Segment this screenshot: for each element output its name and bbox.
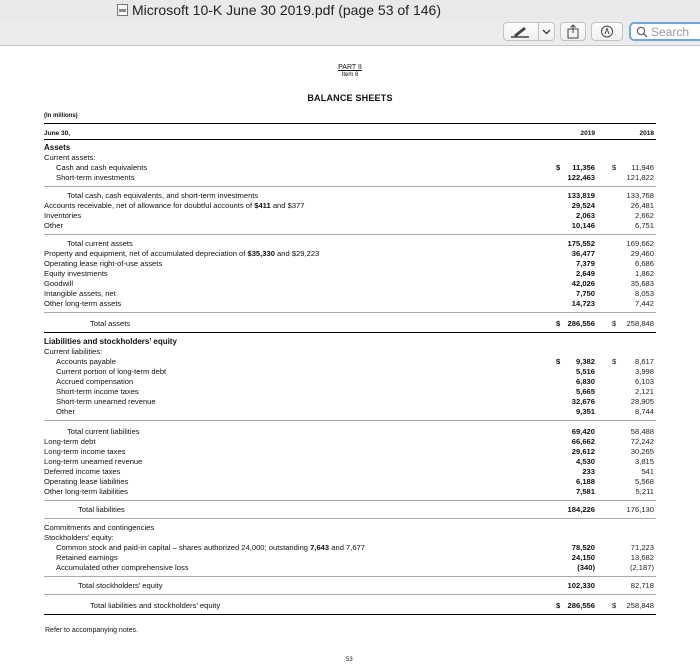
value-2019: 5,665 bbox=[575, 387, 595, 396]
subtotal-rule bbox=[44, 518, 656, 519]
row-label: Operating lease liabilities bbox=[44, 477, 129, 486]
pen-icon bbox=[504, 23, 538, 40]
value-2018: 58,488 bbox=[630, 427, 654, 436]
value-2018: 2,121 bbox=[634, 387, 654, 396]
row-label: Short-term investments bbox=[56, 173, 135, 182]
value-2019: 66,662 bbox=[571, 437, 595, 446]
row-label: Intangible assets, net bbox=[44, 289, 116, 298]
dollar-sign: $ bbox=[556, 163, 561, 172]
total-rule bbox=[44, 614, 656, 615]
footnote: Refer to accompanying notes. bbox=[45, 627, 138, 634]
row-label: Other long-term liabilities bbox=[44, 487, 128, 496]
window-title: Microsoft 10-K June 30 2019.pdf (page 53 of 146) bbox=[132, 2, 441, 18]
markup-toolbar-button[interactable] bbox=[591, 22, 623, 41]
value-2018: 13,682 bbox=[630, 553, 654, 562]
dollar-sign: $ bbox=[612, 357, 617, 366]
row-label: Long-term debt bbox=[44, 437, 96, 446]
value-2018: 133,768 bbox=[626, 191, 654, 200]
row-label: Total current liabilities bbox=[67, 427, 140, 436]
row-label: Total stockholders’ equity bbox=[78, 581, 163, 590]
value-2018: 8,053 bbox=[634, 289, 654, 298]
dollar-sign: $ bbox=[612, 319, 617, 328]
value-2019: 184,226 bbox=[567, 505, 595, 514]
value-2018: 7,442 bbox=[634, 299, 654, 308]
value-2018: 26,481 bbox=[630, 201, 654, 210]
value-2018: 1,862 bbox=[634, 269, 654, 278]
value-2019: 42,026 bbox=[571, 279, 595, 288]
row-label: Other long-term assets bbox=[44, 299, 122, 308]
value-2019: 5,516 bbox=[575, 367, 595, 376]
value-2018: 82,718 bbox=[630, 581, 654, 590]
share-icon bbox=[561, 23, 585, 40]
row-label: Long-term unearned revenue bbox=[44, 457, 143, 466]
value-2018: 258,848 bbox=[626, 601, 654, 610]
row-label: Current portion of long-term debt bbox=[56, 367, 167, 376]
row-label: Current assets: bbox=[44, 153, 96, 162]
value-2019: 24,150 bbox=[571, 553, 595, 562]
value-2019: 4,530 bbox=[575, 457, 595, 466]
row-label: Commitments and contingencies bbox=[44, 523, 155, 532]
value-2018: (2,187) bbox=[629, 563, 654, 572]
value-2019: 36,477 bbox=[571, 249, 595, 258]
value-2018: 3,815 bbox=[634, 457, 654, 466]
document-page bbox=[0, 46, 700, 671]
value-2019: 9,382 bbox=[575, 357, 595, 366]
value-2019: 286,556 bbox=[567, 319, 595, 328]
row-label: Total cash, cash equivalents, and short-term investments bbox=[67, 191, 259, 200]
value-2018: 8,744 bbox=[634, 407, 654, 416]
value-2019: (340) bbox=[577, 563, 595, 572]
value-2019: 7,581 bbox=[575, 487, 595, 496]
value-2018: 30,265 bbox=[630, 447, 654, 456]
row-label: Long-term income taxes bbox=[44, 447, 126, 456]
row-label: Total liabilities bbox=[78, 505, 125, 514]
row-label: Property and equipment, net of accumulated depreciation of $35,330 and $29,223 bbox=[44, 249, 320, 258]
item-heading: Item 8 bbox=[341, 72, 359, 78]
header-year-2019: 2019 bbox=[580, 130, 595, 137]
row-label: Inventories bbox=[44, 211, 82, 220]
value-2019: 69,420 bbox=[571, 427, 595, 436]
dollar-sign: $ bbox=[612, 163, 617, 172]
part-heading: PART II bbox=[338, 64, 362, 71]
search-field[interactable] bbox=[629, 22, 700, 41]
subtotal-rule bbox=[44, 312, 656, 313]
row-label: Short-term unearned revenue bbox=[56, 397, 156, 406]
total-rule bbox=[44, 332, 656, 333]
assets-heading: Assets bbox=[44, 143, 71, 152]
search-icon bbox=[636, 26, 648, 38]
markup-pen-button[interactable] bbox=[503, 22, 539, 41]
value-2019: 7,750 bbox=[575, 289, 595, 298]
value-2019: 286,556 bbox=[567, 601, 595, 610]
row-label: Common stock and paid-in capital – shares authorized 24,000; outstanding 7,643 and 7,677 bbox=[56, 543, 366, 552]
row-label: Other bbox=[56, 407, 75, 416]
value-2018: 35,683 bbox=[630, 279, 654, 288]
value-2019: 6,830 bbox=[575, 377, 595, 386]
header-date-label: June 30, bbox=[44, 130, 71, 137]
value-2018: 3,998 bbox=[634, 367, 654, 376]
value-2019: 6,188 bbox=[575, 477, 595, 486]
row-label: Goodwill bbox=[44, 279, 74, 288]
row-label: Total current assets bbox=[67, 239, 133, 248]
value-2018: 11,946 bbox=[631, 163, 654, 172]
value-2018: 5,211 bbox=[635, 487, 654, 496]
row-label: Stockholders’ equity: bbox=[44, 533, 114, 542]
row-label: Other bbox=[44, 221, 63, 230]
share-button[interactable] bbox=[560, 22, 586, 41]
value-2018: 71,223 bbox=[630, 543, 654, 552]
value-2018: 2,662 bbox=[634, 211, 654, 220]
value-2018: 121,822 bbox=[626, 173, 654, 182]
header-rule-bottom bbox=[44, 139, 656, 140]
dollar-sign: $ bbox=[556, 319, 561, 328]
markup-icon bbox=[592, 23, 622, 40]
subtotal-rule bbox=[44, 234, 656, 235]
value-2019: 78,520 bbox=[571, 543, 595, 552]
search-placeholder: Search bbox=[651, 25, 690, 39]
subtotal-rule bbox=[44, 420, 656, 421]
chevron-down-icon bbox=[539, 23, 554, 40]
row-label: Accrued compensation bbox=[56, 377, 134, 386]
row-label: Cash and cash equivalents bbox=[56, 163, 148, 172]
markup-pen-dropdown[interactable] bbox=[538, 22, 555, 41]
value-2019: 2,649 bbox=[575, 269, 595, 278]
value-2018: 169,662 bbox=[626, 239, 654, 248]
pdf-document-icon bbox=[117, 4, 128, 16]
value-2018: 6,751 bbox=[634, 221, 654, 230]
page-title: BALANCE SHEETS bbox=[307, 93, 393, 103]
row-label: Accumulated other comprehensive loss bbox=[56, 563, 189, 572]
subtotal-rule bbox=[44, 186, 656, 187]
value-2018: 541 bbox=[641, 467, 654, 476]
value-2019: 10,146 bbox=[571, 221, 595, 230]
value-2018: 258,848 bbox=[626, 319, 654, 328]
value-2019: 102,330 bbox=[567, 581, 595, 590]
row-label: Current liabilities: bbox=[44, 347, 103, 356]
subtotal-rule bbox=[44, 500, 656, 501]
value-2018: 72,242 bbox=[630, 437, 654, 446]
row-label: Short-term income taxes bbox=[56, 387, 139, 396]
subtotal-rule bbox=[44, 594, 656, 595]
header-year-2018: 2018 bbox=[639, 130, 654, 137]
value-2019: 29,612 bbox=[571, 447, 595, 456]
dollar-sign: $ bbox=[612, 601, 617, 610]
value-2018: 6,103 bbox=[634, 377, 654, 386]
value-2019: 32,676 bbox=[571, 397, 595, 406]
row-label: Accounts payable bbox=[56, 357, 116, 366]
value-2018: 28,905 bbox=[630, 397, 654, 406]
units-label: (In millions) bbox=[44, 113, 78, 119]
row-label: Equity investments bbox=[44, 269, 108, 278]
value-2019: 11,356 bbox=[572, 163, 595, 172]
preview-toolbar bbox=[0, 20, 700, 46]
value-2018: 29,460 bbox=[630, 249, 654, 258]
value-2019: 133,819 bbox=[567, 191, 595, 200]
row-label: Deferred income taxes bbox=[44, 467, 121, 476]
value-2019: 233 bbox=[582, 467, 595, 476]
dollar-sign: $ bbox=[556, 357, 561, 366]
row-label: Operating lease right-of-use assets bbox=[44, 259, 163, 268]
window-title-bar bbox=[0, 0, 700, 21]
value-2019: 2,063 bbox=[575, 211, 595, 220]
row-label: Total assets bbox=[90, 319, 131, 328]
liabilities-heading: Liabilities and stockholders’ equity bbox=[44, 337, 177, 346]
page-number: 53 bbox=[346, 657, 353, 663]
row-label: Accounts receivable, net of allowance for doubtful accounts of $411 and $377 bbox=[44, 201, 305, 210]
header-rule bbox=[44, 123, 656, 124]
value-2018: 5,568 bbox=[634, 477, 654, 486]
value-2019: 14,723 bbox=[571, 299, 595, 308]
value-2019: 7,379 bbox=[575, 259, 595, 268]
row-label: Total liabilities and stockholders’ equity bbox=[90, 601, 221, 610]
row-label: Retained earnings bbox=[56, 553, 118, 562]
value-2019: 122,463 bbox=[567, 173, 595, 182]
value-2018: 176,130 bbox=[626, 505, 654, 514]
value-2019: 175,552 bbox=[567, 239, 595, 248]
dollar-sign: $ bbox=[556, 601, 561, 610]
value-2018: 8,617 bbox=[634, 357, 654, 366]
value-2018: 6,686 bbox=[634, 259, 654, 268]
value-2019: 9,351 bbox=[575, 407, 595, 416]
subtotal-rule bbox=[44, 576, 656, 577]
value-2019: 29,524 bbox=[571, 201, 595, 210]
